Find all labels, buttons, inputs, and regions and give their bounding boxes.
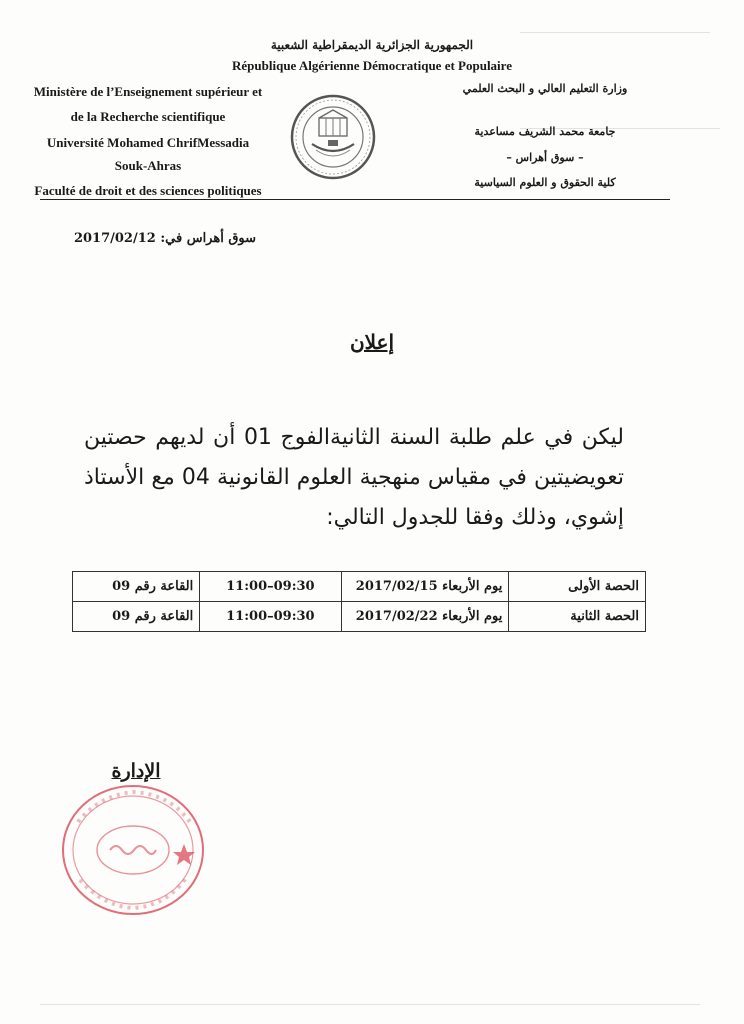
official-stamp-icon (58, 782, 208, 918)
time-cell: 11:00–09:30 (200, 602, 341, 632)
header-ar-university: جامعة محمد الشريف مساعدية (474, 125, 616, 138)
header-french-republic: République Algérienne Démocratique et Populaire (232, 58, 512, 73)
signature-label: الإدارة (111, 760, 161, 782)
announcement-body: ليكن في علم طلبة السنة الثانيةالفوج 01 أن لديهم حصتين تعويضيتين في مقياس منهجية العلوم القانونية 04 مع الأستاذ إشوي، وذلك وفقا للجدول التالي: (84, 425, 625, 530)
university-seal-icon (288, 92, 378, 182)
header-fr-faculty: Faculté de droit et des sciences politiques (34, 183, 262, 198)
time-cell: 11:00–09:30 (200, 572, 341, 602)
header-fr-university: Université Mohamed ChrifMessadia (46, 135, 250, 150)
date-cell: يوم الأربعاء 2017/02/15 (341, 572, 509, 602)
table-row (73, 602, 646, 632)
header-fr-city: Souk-Ahras (114, 158, 182, 173)
header-ar-city: – سوق أهراس – (506, 151, 584, 164)
room-cell: القاعة رقم 09 (73, 572, 200, 602)
table-row (73, 572, 646, 602)
header-ar-ministry: وزارة التعليم العالي و البحث العلمي (462, 82, 628, 95)
header-arabic-republic: الجمهورية الجزائرية الديمقراطية الشعبية (270, 38, 474, 52)
header-divider (40, 199, 670, 200)
session-cell: الحصة الأولى (509, 572, 646, 602)
schedule-table (72, 571, 646, 632)
header-ar-faculty: كلية الحقوق و العلوم السياسية (474, 176, 616, 189)
date-cell: يوم الأربعاء 2017/02/22 (341, 602, 509, 632)
room-cell: القاعة رقم 09 (73, 602, 200, 632)
header-fr-ministry-2: de la Recherche scientifique (70, 109, 226, 124)
session-cell: الحصة الثانية (509, 602, 646, 632)
announcement-title: إعلان (349, 330, 395, 354)
header-fr-ministry-1: Ministère de l’Enseignement supérieur et (33, 84, 263, 99)
document-date: سوق أهراس في: 2017/02/12 (73, 231, 257, 246)
